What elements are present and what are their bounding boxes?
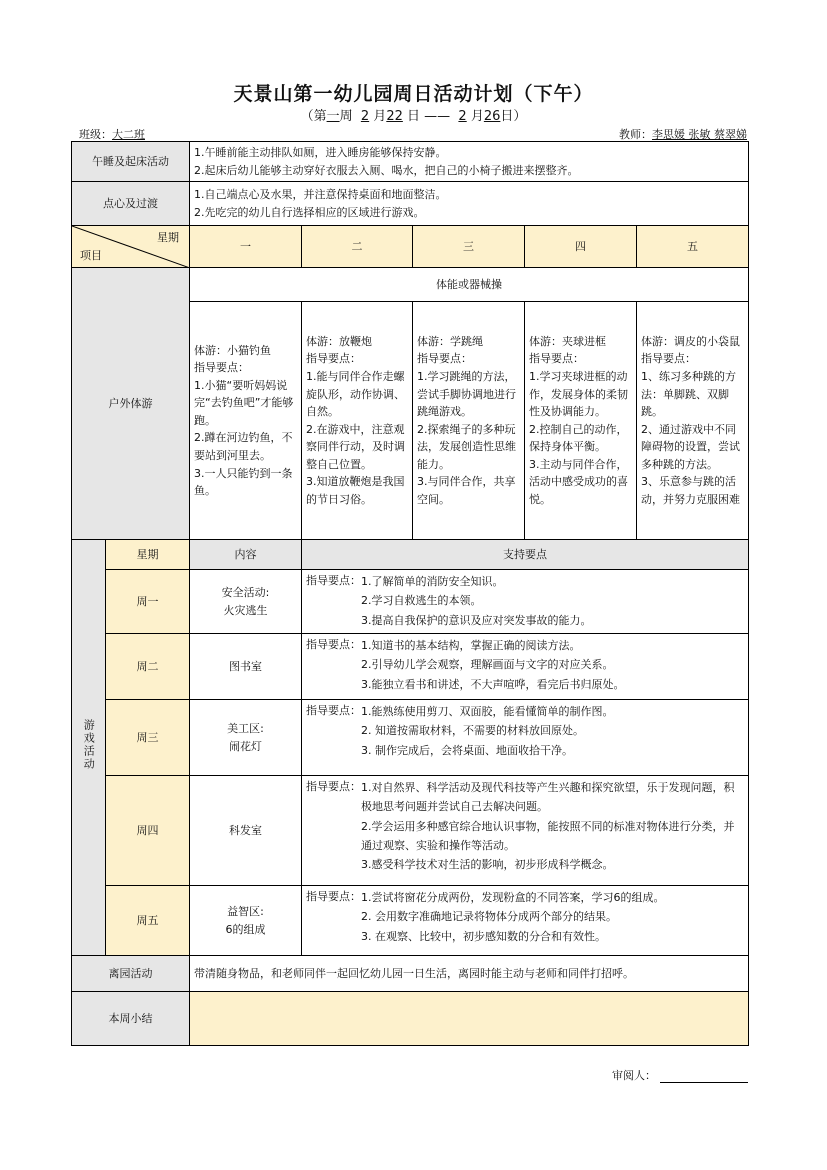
game-points: 指导要点： 1.对自然界、科学活动及现代科技等产生兴趣和探究欲望，乐于发现问题，积极地思考问题并尝试自己去解决问题。 2.学会运用多种感官综合地认识事物，能按照不同的标准对物体进行分类，并通过观察、实验和操作等活动。 3.感受科学技术对生活的影响，初步形成科学概念。 bbox=[302, 776, 749, 886]
weekday-fri: 五 bbox=[637, 226, 749, 268]
snack-content: 1.自己端点心及水果，并注意保持桌面和地面整洁。 2.先吃完的幼儿自行选择相应的区域进行游戏。 bbox=[190, 182, 749, 226]
games-col-points: 支持要点 bbox=[302, 540, 749, 570]
games-label: 游戏活动 bbox=[72, 540, 106, 956]
game-day: 周五 bbox=[106, 886, 190, 956]
nap-content: 1.午睡前能主动排队如厕，进入睡房能够保持安静。 2.起床后幼儿能够主动穿好衣服去入厕、喝水，把自己的小椅子搬进来摆整齐。 bbox=[190, 142, 749, 182]
outdoor-mon: 体游：小猫钓鱼 指导要点： 1.小猫“要听妈妈说完“去钓鱼吧”才能够跑。 2.蹲在河边钓鱼，不要站到河里去。 3.一人只能钓到一条鱼。 bbox=[190, 302, 302, 540]
weekday-header-row bbox=[72, 226, 749, 268]
outdoor-banner-row bbox=[72, 268, 749, 302]
game-row-mon bbox=[72, 570, 749, 634]
reviewer-signature-line bbox=[660, 1070, 748, 1083]
game-day: 周四 bbox=[106, 776, 190, 886]
outdoor-thu: 体游：夹球进框 指导要点： 1.学习夹球进框的动作，发展身体的柔韧性及协调能力。 2.控制自己的动作，保持身体平衡。 3.主动与同伴合作，活动中感受成功的喜悦。 bbox=[525, 302, 637, 540]
week-number: 一 bbox=[326, 109, 340, 124]
game-points: 指导要点： 1.了解简单的消防安全知识。 2.学习自救逃生的本领。 3.提高自我保护的意识及应对突发事故的能力。 bbox=[302, 570, 749, 634]
plan-table bbox=[71, 141, 749, 1046]
summary-label: 本周小结 bbox=[72, 992, 190, 1046]
weekday-tue: 二 bbox=[302, 226, 413, 268]
leave-row bbox=[72, 956, 749, 992]
game-points: 指导要点： 1.尝试将窗花分成两份，发现粉盒的不同答案，学习6的组成。 2. 会用数字准确地记录将物体分成两个部分的结果。 3. 在观察、比较中，初步感知数的分合和有效性。 bbox=[302, 886, 749, 956]
game-content: 美工区: 闹花灯 bbox=[190, 700, 302, 776]
date-range: （第一周 2 月22 日 —— 2 月26日） bbox=[300, 109, 527, 124]
outdoor-fri: 体游：调皮的小袋鼠 指导要点： 1、练习多种跳的方法：单脚跳、双脚跳。 2、通过游戏中不同障碍物的设置，尝试多种跳的方法。 3、乐意参与跳的活动，并努力克服困难 bbox=[637, 302, 749, 540]
game-day: 周一 bbox=[106, 570, 190, 634]
nap-row bbox=[72, 142, 749, 182]
outdoor-tue: 体游：放鞭炮 指导要点： 1.能与同伴合作走螺旋队形，动作协调、自然。 2.在游戏中，注意观察同伴行动，及时调整自己位置。 3.知道放鞭炮是我国的节日习俗。 bbox=[302, 302, 413, 540]
games-header-row bbox=[72, 540, 749, 570]
snack-label: 点心及过渡 bbox=[72, 182, 190, 226]
summary-content bbox=[190, 992, 749, 1046]
weekday-thu: 四 bbox=[525, 226, 637, 268]
weekday-mon: 一 bbox=[190, 226, 302, 268]
nap-label: 午睡及起床活动 bbox=[72, 142, 190, 182]
leave-label: 离园活动 bbox=[72, 956, 190, 992]
outdoor-wed: 体游：学跳绳 指导要点： 1.学习跳绳的方法，尝试手脚协调地进行跳绳游戏。 2.探索绳子的多种玩法，发展创造性思维能力。 3.与同伴合作，共享空间。 bbox=[413, 302, 525, 540]
game-content: 益智区: 6的组成 bbox=[190, 886, 302, 956]
page-title: 天景山第一幼儿园周日活动计划（下午） bbox=[233, 83, 594, 105]
reviewer: 审阅人： bbox=[612, 1067, 748, 1083]
summary-row bbox=[72, 992, 749, 1046]
games-col-content: 内容 bbox=[190, 540, 302, 570]
outdoor-banner: 体能或器械操 bbox=[190, 268, 749, 302]
game-content: 安全活动: 火灾逃生 bbox=[190, 570, 302, 634]
class-value: 大二班 bbox=[112, 128, 145, 141]
weekday-wed: 三 bbox=[413, 226, 525, 268]
diagonal-header-cell: 星期 项目 bbox=[72, 226, 190, 268]
game-row-thu bbox=[72, 776, 749, 886]
class-info: 班级：大二班 bbox=[79, 128, 145, 141]
game-day: 周二 bbox=[106, 634, 190, 700]
games-col-day: 星期 bbox=[106, 540, 190, 570]
game-content: 科发室 bbox=[190, 776, 302, 886]
teacher-value: 李思媛 张敏 蔡翠娣 bbox=[652, 128, 747, 141]
game-points: 指导要点： 1.知道书的基本结构，掌握正确的阅读方法。 2.引导幼儿学会观察，理解画面与文字的对应关系。 3.能独立看书和讲述，不大声喧哗，看完后书归原处。 bbox=[302, 634, 749, 700]
snack-row bbox=[72, 182, 749, 226]
game-row-wed bbox=[72, 700, 749, 776]
teacher-info: 教师：李思媛 张敏 蔡翠娣 bbox=[619, 128, 747, 141]
game-points: 指导要点： 1.能熟练使用剪刀、双面胶，能看懂简单的制作图。 2. 知道按需取材料，不需要的材料放回原处。 3. 制作完成后，会将桌面、地面收拾干净。 bbox=[302, 700, 749, 776]
outdoor-label: 户外体游 bbox=[72, 268, 190, 540]
game-row-tue bbox=[72, 634, 749, 700]
game-content: 图书室 bbox=[190, 634, 302, 700]
game-day: 周三 bbox=[106, 700, 190, 776]
game-row-fri bbox=[72, 886, 749, 956]
leave-content: 带清随身物品，和老师同伴一起回忆幼儿园一日生活，离园时能主动与老师和同伴打招呼。 bbox=[190, 956, 749, 992]
